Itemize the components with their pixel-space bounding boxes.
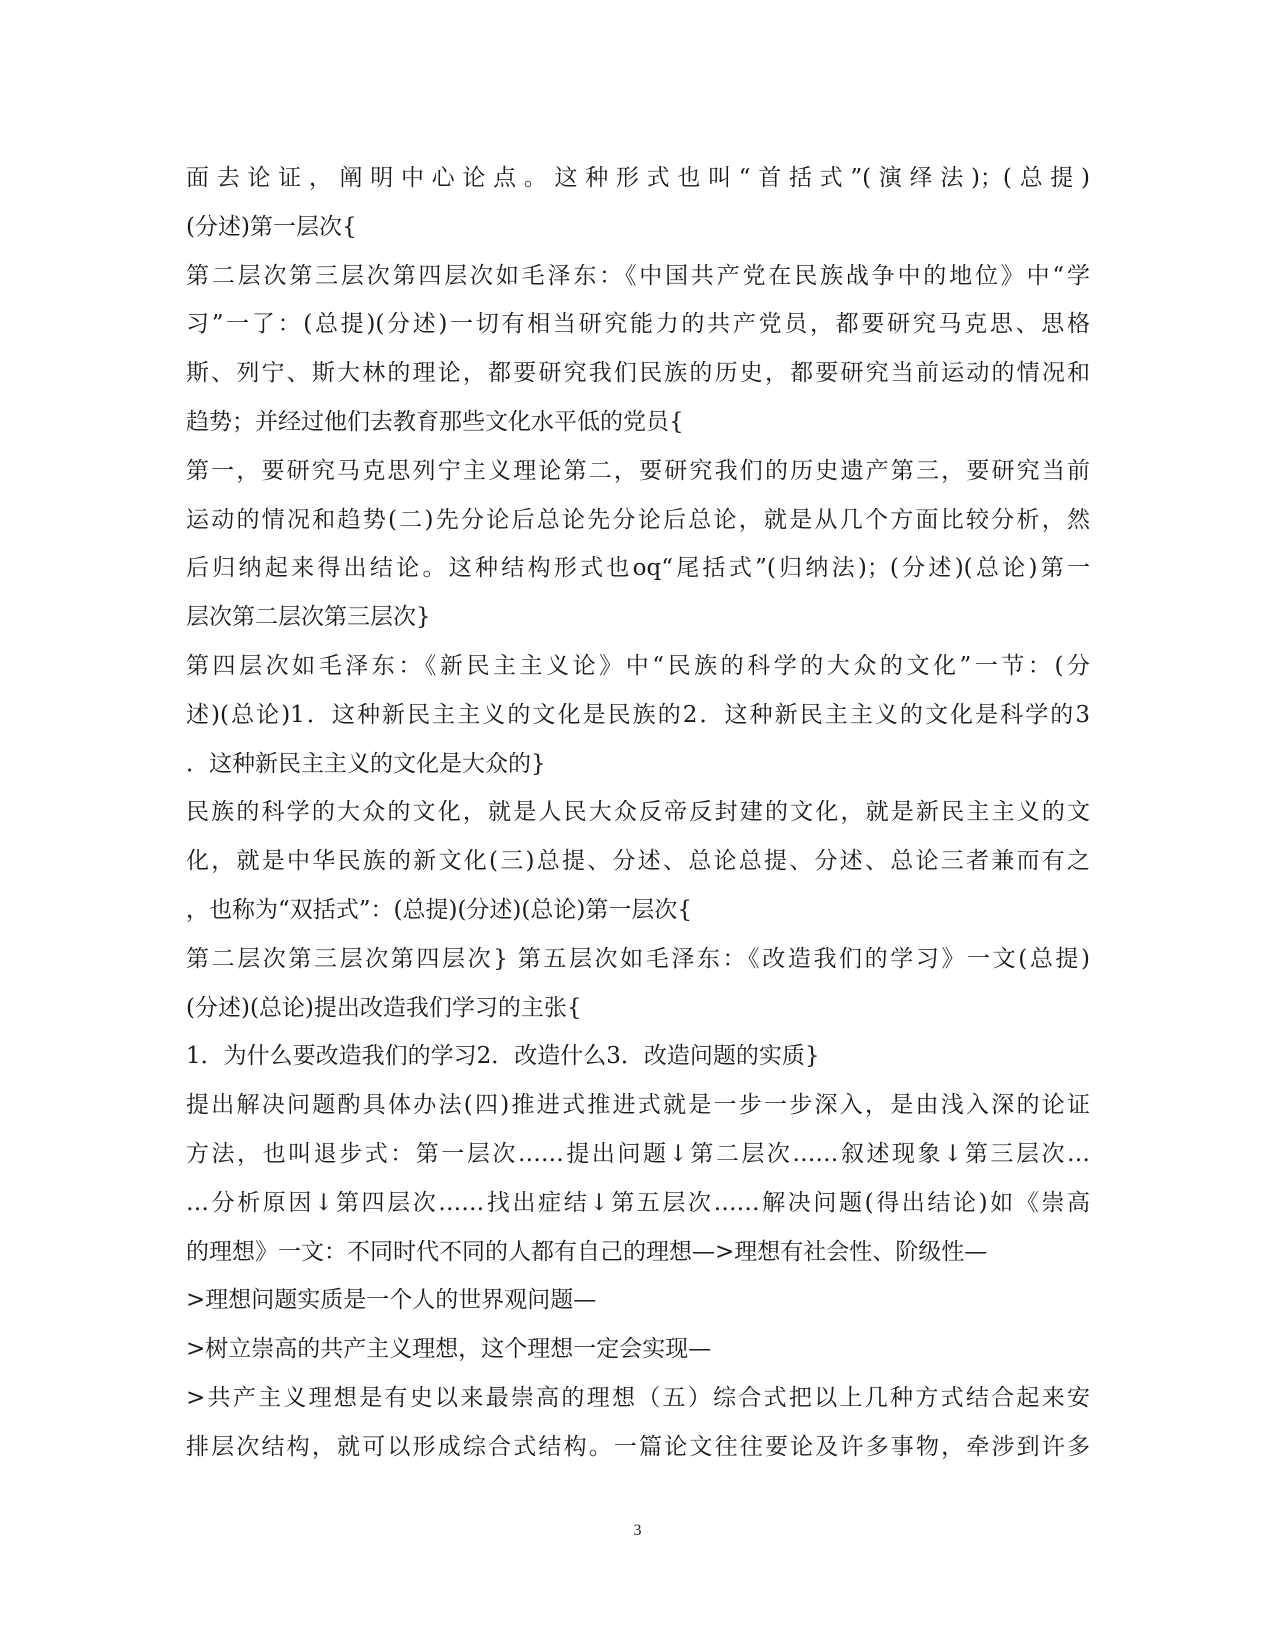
text-line: 的理想》一文：不同时代不同的人都有自己的理想—>理想有社会性、阶级性— <box>186 1238 988 1265</box>
text-line: ，也称为“双括式”：(总提)(分述)(总论)第一层次{ <box>186 896 692 923</box>
text-line: >树立崇高的共产主义理想，这个理想一定会实现— <box>186 1336 712 1363</box>
text-line: ．这种新民主主义的文化是大众的} <box>186 750 546 777</box>
text-line: 民族的科学的大众的文化，就是人民大众反帝反封建的文化，就是新民主主义的文 <box>186 799 1090 826</box>
text-line: 第一，要研究马克思列宁主义理论第二，要研究我们的历史遗产第三，要研究当前 <box>186 457 1090 484</box>
text-line: 运动的情况和趋势(二)先分论后总论先分论后总论，就是从几个方面比较分析，然 <box>186 506 1090 533</box>
text-line: 面去论证，阐明中心论点。这种形式也叫“首括式”(演绎法)；(总提) <box>186 165 1090 191</box>
text-line: 后归纳起来得出结论。这种结构形式也oq“尾括式”(归纳法)；(分述)(总论)第一 <box>186 555 1090 582</box>
text-line: 趋势；并经过他们去教育那些文化水平低的党员{ <box>186 408 684 435</box>
text-line: 斯、列宁、斯大林的理论，都要研究我们民族的历史，都要研究当前运动的情况和 <box>186 360 1090 387</box>
text-line: 第二层次第三层次第四层次如毛泽东：《中国共产党在民族战争中的地位》中“学 <box>186 262 1090 289</box>
text-line: 述)(总论)1．这种新民主主义的文化是民族的2．这种新民主主义的文化是科学的3 <box>186 701 1090 728</box>
text-line: 层次第二层次第三层次} <box>186 604 431 631</box>
text-line: 第二层次第三层次第四层次} 第五层次如毛泽东：《改造我们的学习》一文(总提) <box>186 945 1090 972</box>
text-line: (分述)第一层次{ <box>186 213 357 240</box>
text-line: 化，就是中华民族的新文化(三)总提、分述、总论总提、分述、总论三者兼而有之 <box>186 848 1090 875</box>
text-line: >共产主义理想是有史以来最崇高的理想（五）综合式把以上几种方式结合起来安 <box>186 1384 1090 1411</box>
text-line: 习”一了：(总提)(分述)一切有相当研究能力的共产党员，都要研究马克思、思格 <box>186 311 1090 338</box>
text-line: >理想问题实质是一个人的世界观问题— <box>186 1287 597 1314</box>
text-line: 1．为什么要改造我们的学习2．改造什么3．改造问题的实质} <box>186 1043 820 1070</box>
text-line: 方法，也叫退步式：第一层次……提出问题↓第二层次……叙述现象↓第三层次… <box>186 1140 1090 1167</box>
text-line: …分析原因↓第四层次……找出症结↓第五层次……解决问题(得出结论)如《崇高 <box>186 1189 1090 1216</box>
text-line: 第四层次如毛泽东：《新民主主义论》中“民族的科学的大众的文化”一节：(分 <box>186 652 1090 679</box>
text-line: (分述)(总论)提出改造我们学习的主张{ <box>186 994 582 1021</box>
text-line: 提出解决问题酌具体办法(四)推进式推进式就是一步一步深入，是由浅入深的论证 <box>186 1092 1090 1119</box>
text-line: 排层次结构，就可以形成综合式结构。一篇论文往往要论及许多事物，牵涉到许多 <box>186 1433 1090 1460</box>
body-text <box>186 154 1090 1472</box>
page-number: 3 <box>633 1522 642 1539</box>
